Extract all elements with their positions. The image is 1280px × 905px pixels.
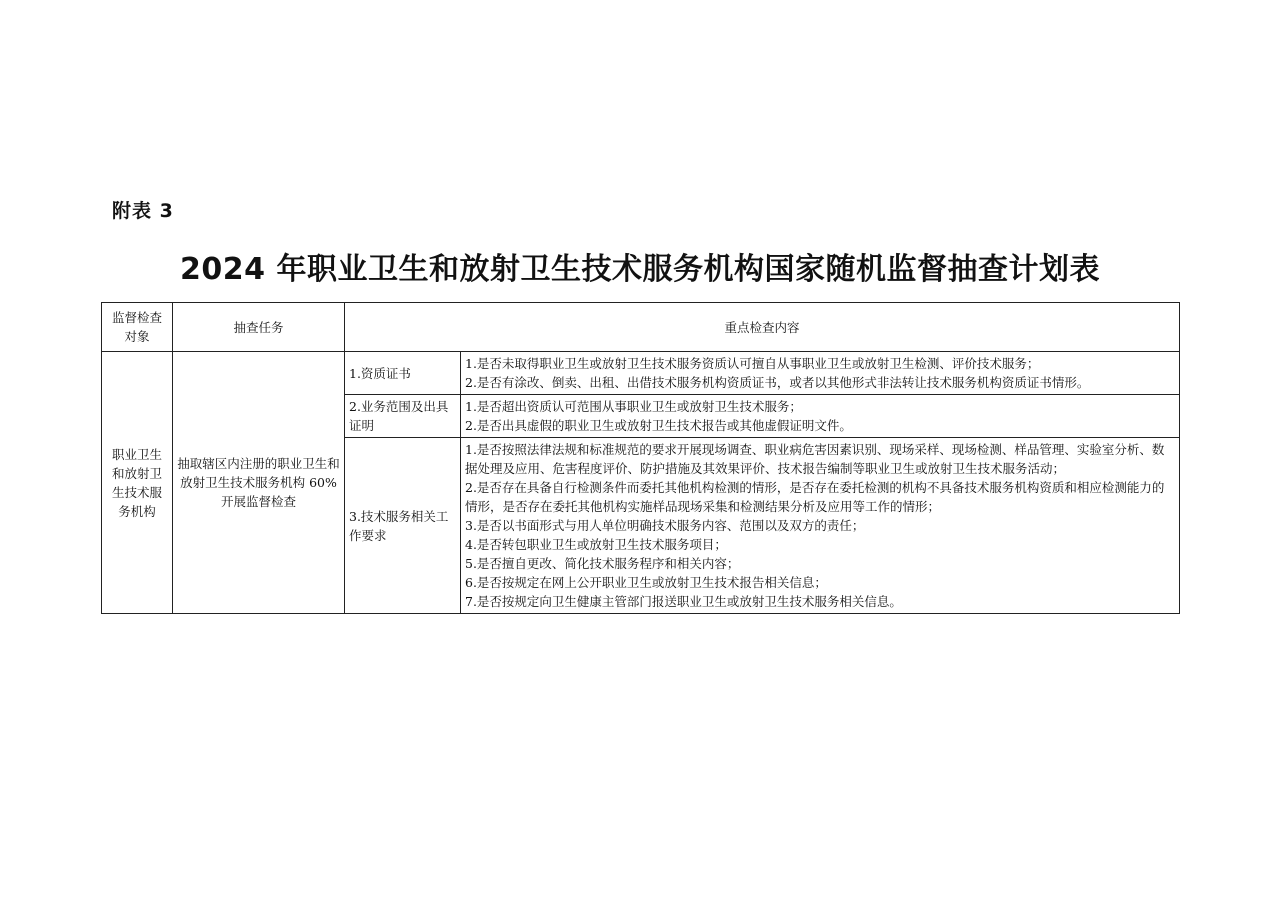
table-row [102, 352, 1180, 395]
header-content: 重点检查内容 [345, 303, 1180, 352]
category-items [461, 352, 1180, 395]
check-item: 1.是否按照法律法规和标准规范的要求开展现场调查、职业病危害因素识别、现场采样、现场检测、样品管理、实验室分析、数据处理及应用、危害程度评价、防护措施及其效果评价、技术报告编制等职业卫生或放射卫生技术服务活动； [465, 442, 1165, 476]
check-item: 5.是否擅自更改、简化技术服务程序和相关内容； [465, 556, 740, 571]
category-name: 2.业务范围及出具证明 [345, 395, 461, 438]
check-item: 3.是否以书面形式与用人单位明确技术服务内容、范围以及双方的责任； [465, 518, 865, 533]
check-item: 2.是否有涂改、倒卖、出租、出借技术服务机构资质证书，或者以其他形式非法转让技术服务机构资质证书情形。 [465, 375, 1090, 390]
category-name: 3.技术服务相关工作要求 [345, 438, 461, 614]
check-item: 6.是否按规定在网上公开职业卫生或放射卫生技术报告相关信息； [465, 575, 827, 590]
header-task: 抽查任务 [173, 303, 345, 352]
category-items [461, 395, 1180, 438]
inspection-plan-table [101, 302, 1180, 614]
check-item: 7.是否按规定向卫生健康主管部门报送职业卫生或放射卫生技术服务相关信息。 [465, 594, 902, 609]
check-item: 1.是否超出资质认可范围从事职业卫生或放射卫生技术服务； [465, 399, 802, 414]
attachment-label: 附表 3 [112, 200, 174, 222]
inspection-task: 抽取辖区内注册的职业卫生和放射卫生技术服务机构 60%开展监督检查 [173, 352, 345, 614]
inspection-object: 职业卫生和放射卫生技术服务机构 [102, 352, 173, 614]
check-item: 4.是否转包职业卫生或放射卫生技术服务项目； [465, 537, 727, 552]
check-item: 2.是否存在具备自行检测条件而委托其他机构检测的情形，是否存在委托检测的机构不具备技术服务机构资质和相应检测能力的情形，是否存在委托其他机构实施样品现场采集和检测结果分析及应用等工作的情形； [465, 480, 1165, 514]
page-title: 2024 年职业卫生和放射卫生技术服务机构国家随机监督抽查计划表 [180, 252, 1100, 287]
category-items [461, 438, 1180, 614]
header-object: 监督检查对象 [102, 303, 173, 352]
category-name: 1.资质证书 [345, 352, 461, 395]
check-item: 2.是否出具虚假的职业卫生或放射卫生技术报告或其他虚假证明文件。 [465, 418, 852, 433]
table-header-row [102, 303, 1180, 352]
check-item: 1.是否未取得职业卫生或放射卫生技术服务资质认可擅自从事职业卫生或放射卫生检测、评价技术服务； [465, 356, 1040, 371]
